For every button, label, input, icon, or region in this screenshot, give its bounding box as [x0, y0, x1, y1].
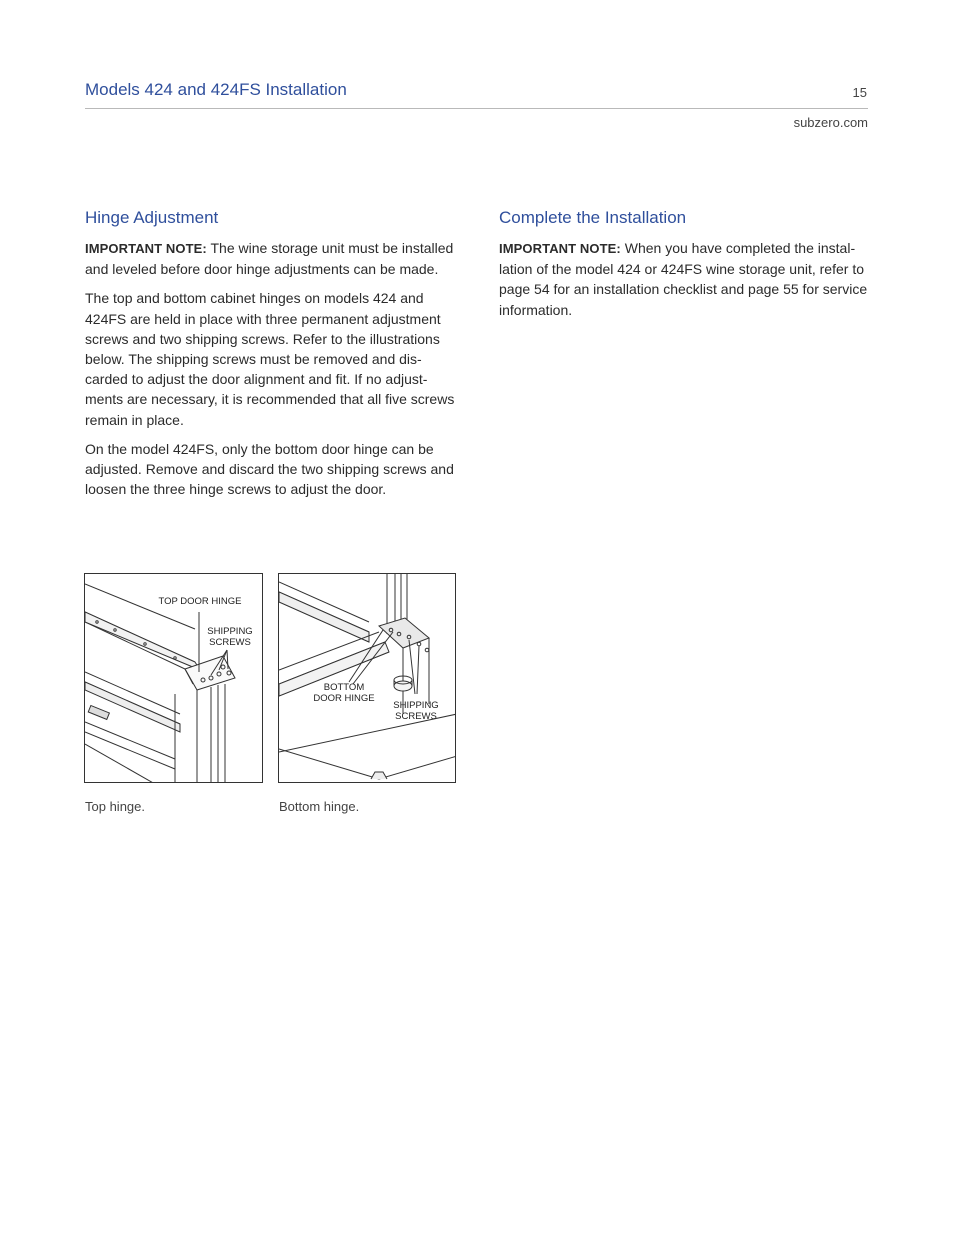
top-hinge-caption: Top hinge. — [85, 799, 145, 814]
bottom-shipping-screws-label — [383, 700, 449, 722]
label-line-2: DOOR HINGE — [313, 693, 375, 704]
page-number: 15 — [852, 85, 867, 100]
hinge-important-note — [85, 238, 457, 279]
bottom-hinge-caption: Bottom hinge. — [279, 799, 360, 814]
note-label: IMPORTANT NOTE: — [499, 241, 621, 256]
note-label: IMPORTANT NOTE: — [85, 241, 207, 256]
bottom-door-hinge-label — [299, 682, 389, 704]
hinge-paragraph-1: The top and bottom cabinet hinges on models 424 and 424FS are held in place with three permanent adjustment screws and two shipping screws. Refer to the illustrations below. The shipping screws must be removed and dis-carded to adjust the door alignment and fit. If no adjust-ments are necessary, it is recommended that all five screws remain in place. — [85, 290, 455, 428]
note-text: The wine storage unit must be installed and leveled before door hinge adjustments can be made. — [85, 240, 454, 278]
hinge-adjustment-section — [85, 207, 457, 508]
label-line-1: SHIPPING — [207, 626, 253, 637]
label-line-2: SCREWS — [209, 637, 251, 648]
site-url[interactable]: subzero.com — [793, 115, 868, 130]
label-line-1: BOTTOM — [323, 682, 365, 693]
note-text: When you have completed the instal-lation of the model 424 or 424FS wine storage unit, refer to page 54 for an installation checklist and page 55 for service information. — [499, 240, 868, 318]
label-line-2: SCREWS — [395, 711, 437, 722]
header-divider — [85, 108, 868, 109]
hinge-paragraph-2: On the model 424FS, only the bottom door hinge can be adjusted. Remove and discard the two shipping screws and loosen the three hinge screws to adjust the door. — [85, 440, 454, 498]
bottom-hinge-drawing — [279, 574, 456, 783]
label-line-1: SHIPPING — [393, 700, 439, 711]
top-hinge-illustration — [84, 573, 263, 783]
top-door-hinge-label: TOP DOOR HINGE — [158, 596, 242, 607]
complete-installation-section — [499, 207, 869, 329]
complete-important-note — [499, 238, 869, 320]
page-title: Models 424 and 424FS Installation — [85, 80, 347, 99]
hinge-adjustment-heading: Hinge Adjustment — [85, 208, 219, 227]
complete-installation-heading: Complete the Installation — [499, 208, 687, 227]
top-shipping-screws-label — [197, 626, 263, 648]
bottom-hinge-illustration — [278, 573, 456, 783]
